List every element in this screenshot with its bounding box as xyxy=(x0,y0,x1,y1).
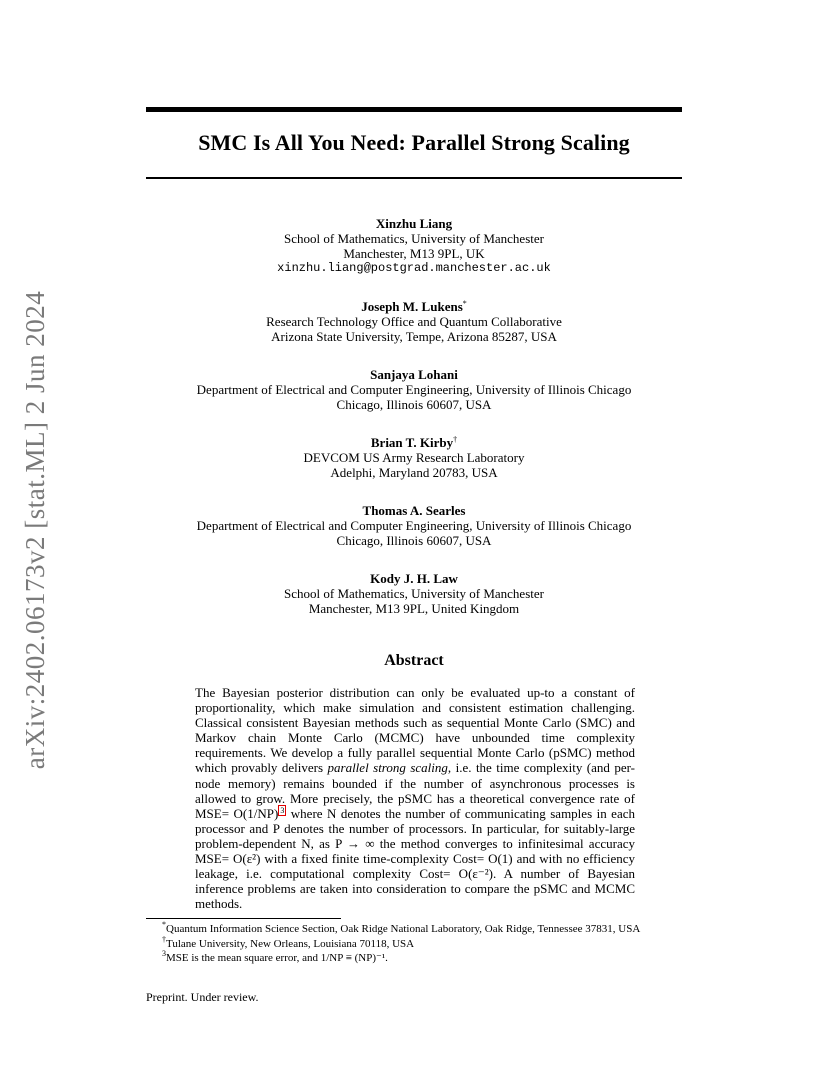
author-affiliation: School of Mathematics, University of Manchester xyxy=(284,586,544,601)
footnote xyxy=(162,922,702,937)
abstract-emphasis: parallel strong scaling xyxy=(327,760,448,776)
abstract-body xyxy=(195,685,635,911)
author-block xyxy=(146,571,682,616)
author-list xyxy=(146,216,682,639)
author-name: Joseph M. Lukens xyxy=(361,299,463,314)
author-affiliation: Department of Electrical and Computer Engineering, University of Illinois Chicago xyxy=(196,382,632,397)
author-address: Adelphi, Maryland 20783, USA xyxy=(330,465,498,480)
author-affiliation: Department of Electrical and Computer Engineering, University of Illinois Chicago xyxy=(196,518,632,533)
author-affiliation: Research Technology Office and Quantum Collaborative xyxy=(266,314,562,329)
author-address: Arizona State University, Tempe, Arizona 85287, USA xyxy=(271,329,557,344)
footnote-mark: * xyxy=(162,920,166,929)
author-address: Manchester, M13 9PL, UK xyxy=(343,246,485,261)
footnote xyxy=(162,951,702,966)
footnote-link[interactable]: 3 xyxy=(280,805,285,815)
title-rule-bottom xyxy=(146,177,682,179)
author-block xyxy=(146,503,682,548)
title-rule-top xyxy=(146,107,682,112)
footnotes xyxy=(162,922,702,966)
footnote xyxy=(162,934,702,952)
author-block xyxy=(146,367,682,412)
abstract-text: The Bayesian posterior distribution can only be evaluated up-to a constant of proportionality, which make simulation and consistent estimation challenging. Classical consistent Bayesian methods such as sequential Monte Carlo (SMC) and Markov chain Monte Carlo (MCMC) have unbounded time complexity requirements. We develop a fully parallel sequential Monte Carlo (pSMC) method which provably delivers xyxy=(195,685,635,776)
author-footnote-mark: * xyxy=(462,299,467,308)
author-name: Sanjaya Lohani xyxy=(370,367,458,382)
preprint-note: Preprint. Under review. xyxy=(146,990,259,1004)
author-address: Chicago, Illinois 60607, USA xyxy=(336,533,492,548)
author-affiliation: DEVCOM US Army Research Laboratory xyxy=(303,450,525,465)
footnote-text: Tulane University, New Orleans, Louisiana 70118, USA xyxy=(166,937,415,950)
author-address: Chicago, Illinois 60607, USA xyxy=(336,397,492,412)
abstract-text: , i.e. the time complexity (and per-node memory) remains bounded if the number of asynchronous processes is allowed to grow. More precisely, the pSMC has a theoretical convergence rate of MSE= O(1/NP) xyxy=(195,760,636,821)
author-block xyxy=(146,435,682,480)
author-block xyxy=(146,299,682,344)
footnote-rule xyxy=(146,918,341,919)
paper-title: SMC Is All You Need: Parallel Strong Scaling xyxy=(198,130,630,155)
author-footnote-mark: † xyxy=(453,435,458,444)
author-email[interactable]: xinzhu.liang@postgrad.manchester.ac.uk xyxy=(277,261,551,275)
author-address: Manchester, M13 9PL, United Kingdom xyxy=(308,601,520,616)
footnote-text: MSE is the mean square error, and 1/NP ≡ (NP)⁻¹. xyxy=(166,952,388,964)
author-affiliation: School of Mathematics, University of Manchester xyxy=(284,231,544,246)
abstract-text: where N denotes the number of communicating samples in each processor and P denotes the number of processors. In particular, for suitably-large problem-dependent N, as P → ∞ the method converges to infinitesimal accuracy MSE= O(ε²) with a fixed finite time-complexity Cost= O(1) and with no efficiency leakage, i.e. computational complexity Cost= O(ε⁻²). A number of Bayesian inference problems are taken into consideration to compare the pSMC and MCMC methods. xyxy=(195,805,635,912)
author-name: Thomas A. Searles xyxy=(362,503,466,518)
footnote-text: Quantum Information Science Section, Oak Ridge National Laboratory, Oak Ridge, Tennessee 37831, USA xyxy=(166,923,641,935)
author-name: Xinzhu Liang xyxy=(375,216,453,231)
footnote-mark: 3 xyxy=(162,949,166,958)
author-name: Brian T. Kirby xyxy=(370,435,454,450)
arxiv-identifier: arXiv:2402.06173v2 [stat.ML] 2 Jun 2024 xyxy=(20,290,50,770)
author-name: Kody J. H. Law xyxy=(370,571,458,586)
abstract-heading: Abstract xyxy=(384,652,444,669)
footnote-mark: † xyxy=(162,934,166,944)
author-block xyxy=(146,216,682,276)
